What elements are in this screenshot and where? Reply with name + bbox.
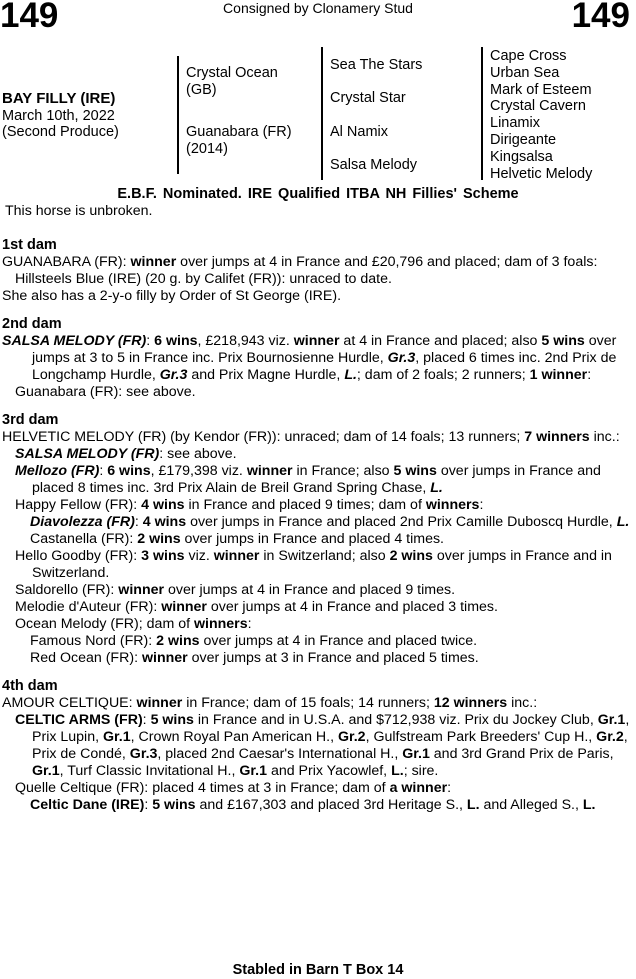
third-dam-grandfoal-2 — [2, 531, 632, 548]
third-dam-line — [2, 429, 632, 446]
lot-number-right: 149 — [571, 0, 630, 35]
text: winners — [193, 616, 248, 632]
third-dam-foal-2 — [2, 463, 632, 497]
dam-name: Guanabara (FR) — [186, 124, 292, 140]
third-dam-foal-4 — [2, 548, 632, 582]
third-dam-grandfoal-1 — [2, 514, 632, 531]
text: over jumps at 3 to 5 in France inc. Prix Bournosienne Hurdle, — [32, 333, 617, 366]
text: Happy Fellow (FR): — [15, 497, 142, 513]
text: Ocean Melody (FR); dam of — [15, 616, 194, 632]
gen3-6: Kingsalsa — [490, 148, 553, 165]
text: over jumps in France and placed 8 times inc. 3rd Prix Alain de Breil Grand Spring Chase, — [32, 463, 601, 496]
text: : — [134, 514, 143, 530]
text: L. — [616, 514, 630, 530]
pedigree-gen3 — [490, 48, 592, 182]
text: : — [144, 797, 153, 813]
third-dam-grandfoal-3 — [2, 633, 632, 650]
nominations: E.B.F. Nominated. IRE Qualified ITBA NH Fillies' Scheme — [117, 186, 519, 202]
horse-info — [2, 91, 119, 141]
text: 4 wins — [142, 514, 187, 530]
text: 5 wins — [393, 463, 437, 479]
text: 5 wins — [150, 712, 194, 728]
text: CELTIC ARMS (FR) — [15, 712, 143, 728]
heading-fourth-dam: 4th dam — [2, 678, 58, 694]
horse-title: BAY FILLY (IRE) — [2, 90, 116, 107]
text: winners — [425, 497, 480, 513]
text: Gr.2 — [337, 729, 366, 745]
text: Gr.2 — [596, 729, 624, 745]
text: inc.: — [507, 695, 538, 711]
third-dam-foal-1 — [2, 446, 632, 463]
pedigree-divider-1 — [177, 56, 179, 174]
text: 12 winners — [433, 695, 508, 711]
text: Famous Nord (FR): — [30, 633, 157, 649]
text: Gr.1 — [597, 712, 626, 728]
text: Gr.1 — [239, 763, 267, 779]
text: : — [247, 616, 252, 632]
text: winner — [141, 650, 188, 666]
consignor: Consigned by Clonamery Stud — [223, 0, 413, 16]
text: in Switzerland; also — [259, 548, 390, 564]
gen3-3: Crystal Cavern — [490, 98, 586, 115]
gen3-0: Cape Cross — [490, 48, 567, 64]
third-dam-foal-5 — [2, 582, 632, 599]
gen3-4: Linamix — [490, 115, 540, 132]
text: and £167,303 and placed 3rd Heritage S., — [195, 797, 467, 813]
text: Gr.1 — [402, 746, 430, 762]
text: 2 wins — [156, 633, 200, 649]
text: winner — [130, 254, 177, 270]
third-dam-foal-7 — [2, 616, 632, 633]
text: Gr.3 — [387, 350, 416, 366]
third-dam-grandfoal-4 — [2, 650, 632, 667]
horse-dob: March 10th, 2022 — [2, 107, 115, 124]
text: ; dam of 2 foals; 2 runners; — [356, 367, 530, 383]
text: and 3rd Grand Prix de Paris, — [429, 746, 614, 762]
text: SALSA MELODY (FR) — [2, 333, 147, 349]
third-dam-foal-6 — [2, 599, 632, 616]
pedigree-gen2-3: Salsa Melody — [330, 157, 418, 173]
text: viz. — [184, 548, 214, 564]
text: a winner — [389, 780, 448, 796]
pedigree-gen2-2: Al Namix — [330, 124, 389, 140]
text: : — [146, 333, 155, 349]
text: Saldorello (FR): — [15, 582, 119, 598]
text: , Gulfstream Park Breeders' Cup H., — [365, 729, 597, 745]
text: in France; also — [292, 463, 394, 479]
text: , Prix de Condé, — [32, 729, 628, 762]
text: 6 wins — [107, 463, 151, 479]
text: L. — [344, 367, 357, 383]
sire-country: (GB) — [186, 81, 217, 98]
text: L. — [466, 797, 480, 813]
first-dam-foal: Hillsteels Blue (IRE) (20 g. by Califet (FR)): unraced to date. — [15, 271, 392, 287]
text: winner — [118, 582, 165, 598]
text: : — [587, 367, 592, 383]
horse-produce: (Second Produce) — [2, 124, 119, 140]
fourth-dam-line — [2, 695, 632, 712]
unbroken-note: This horse is unbroken. — [5, 203, 153, 219]
heading-third-dam: 3rd dam — [2, 412, 59, 428]
stabled-location: Stabled in Barn T Box 14 — [232, 962, 404, 978]
text: Melodie d'Auteur (FR): — [15, 599, 162, 615]
text: , Turf Classic Invitational H., — [59, 763, 240, 779]
text: , placed 2nd Caesar's International H., — [157, 746, 403, 762]
third-dam-foal-3 — [2, 497, 632, 514]
pedigree-divider-2 — [321, 47, 323, 180]
text: : — [479, 497, 484, 513]
text: over jumps at 4 in France and £20,796 and placed; dam of 3 foals: — [176, 254, 598, 270]
gen3-5: Dirigeante — [490, 131, 557, 148]
text: GUANABARA (FR): — [2, 254, 131, 270]
fourth-dam-grandfoal-1 — [2, 797, 632, 814]
text: Mellozo (FR) — [15, 463, 100, 479]
text: 1 winner — [529, 367, 588, 383]
pedigree-gen2-0: Sea The Stars — [330, 57, 423, 73]
text: : see above. — [159, 446, 237, 462]
pedigree-sire — [186, 65, 278, 98]
text: Gr.3 — [129, 746, 158, 762]
text: over jumps at 4 in France and placed 3 times. — [206, 599, 498, 615]
text: 4 wins — [141, 497, 185, 513]
fourth-dam-foal-1 — [2, 712, 632, 780]
gen3-7: Helvetic Melody — [490, 165, 593, 182]
text: winner — [246, 463, 293, 479]
text: , Prix Lupin, — [32, 712, 630, 745]
text: 2 wins — [389, 548, 433, 564]
text: L. — [391, 763, 404, 779]
text: , £218,943 viz. — [197, 333, 294, 349]
text: 5 wins — [541, 333, 585, 349]
text: winner — [213, 548, 260, 564]
text: at 4 in France and placed; also — [339, 333, 542, 349]
text: in France and in U.S.A. and $712,938 viz. Prix du Jockey Club, — [193, 712, 598, 728]
text: ; sire. — [403, 763, 439, 779]
text: and Prix Magne Hurdle, — [187, 367, 345, 383]
text: Red Ocean (FR): — [30, 650, 142, 666]
dam-year: (2014) — [186, 140, 228, 157]
text: Diavolezza (FR) — [30, 514, 135, 530]
gen3-2: Mark of Esteem — [490, 81, 592, 98]
text: over jumps at 4 in France and placed twice. — [199, 633, 478, 649]
text: 5 wins — [152, 797, 196, 813]
text: L. — [430, 480, 443, 496]
text: : — [447, 780, 452, 796]
text: , placed 6 times inc. 2nd Prix de Longchamp Hurdle, — [32, 350, 617, 383]
text: HELVETIC MELODY (FR) (by Kendor (FR)): unraced; dam of 14 foals; 13 runners; — [2, 429, 525, 445]
fourth-dam-foal-2 — [2, 780, 632, 797]
text: over jumps in France and placed 4 times. — [180, 531, 444, 547]
first-dam-line — [2, 254, 632, 271]
text: : — [99, 463, 108, 479]
text: and Alleged S., — [479, 797, 583, 813]
text: 2 wins — [137, 531, 181, 547]
text: 3 wins — [141, 548, 185, 564]
text: and Prix Yacowlef, — [267, 763, 392, 779]
heading-first-dam: 1st dam — [2, 237, 57, 253]
text: , £179,398 viz. — [150, 463, 247, 479]
text: Quelle Celtique (FR): placed 4 times at 3 in France; dam of — [15, 780, 390, 796]
text: inc.: — [589, 429, 620, 445]
text: winner — [136, 695, 183, 711]
text: over jumps at 3 in France and placed 5 times. — [187, 650, 479, 666]
heading-second-dam: 2nd dam — [2, 316, 62, 332]
sire-name: Crystal Ocean — [186, 65, 278, 81]
text: Gr.1 — [32, 763, 60, 779]
pedigree-gen2-1: Crystal Star — [330, 90, 406, 106]
text: winner — [293, 333, 340, 349]
text: Castanella (FR): — [30, 531, 138, 547]
text: Hello Goodby (FR): — [15, 548, 142, 564]
catalogue-body — [2, 237, 632, 814]
text: in France and placed 9 times; dam of — [184, 497, 426, 513]
text: : — [142, 712, 151, 728]
text: over jumps in France and placed 2nd Prix Camille Duboscq Hurdle, — [186, 514, 617, 530]
pedigree-divider-3 — [481, 47, 483, 180]
first-dam-note: She also has a 2-y-o filly by Order of St George (IRE). — [2, 288, 342, 304]
second-dam-line — [2, 333, 632, 384]
text: , Crown Royal Pan American H., — [130, 729, 338, 745]
lot-number-left: 149 — [0, 0, 59, 35]
gen3-1: Urban Sea — [490, 64, 560, 81]
second-dam-foal: Guanabara (FR): see above. — [15, 384, 196, 400]
text: L. — [582, 797, 596, 813]
text: Celtic Dane (IRE) — [30, 797, 145, 813]
text: 7 winners — [524, 429, 590, 445]
text: winner — [161, 599, 207, 615]
pedigree-dam — [186, 124, 292, 157]
text: SALSA MELODY (FR) — [15, 446, 160, 462]
text: over jumps at 4 in France and placed 9 times. — [164, 582, 456, 598]
text: AMOUR CELTIQUE: — [2, 695, 137, 711]
text: 6 wins — [154, 333, 198, 349]
text: Gr.1 — [102, 729, 131, 745]
text: over jumps in France and in Switzerland. — [32, 548, 612, 581]
text: in France; dam of 15 foals; 14 runners; — [182, 695, 434, 711]
text: Gr.3 — [159, 367, 188, 383]
